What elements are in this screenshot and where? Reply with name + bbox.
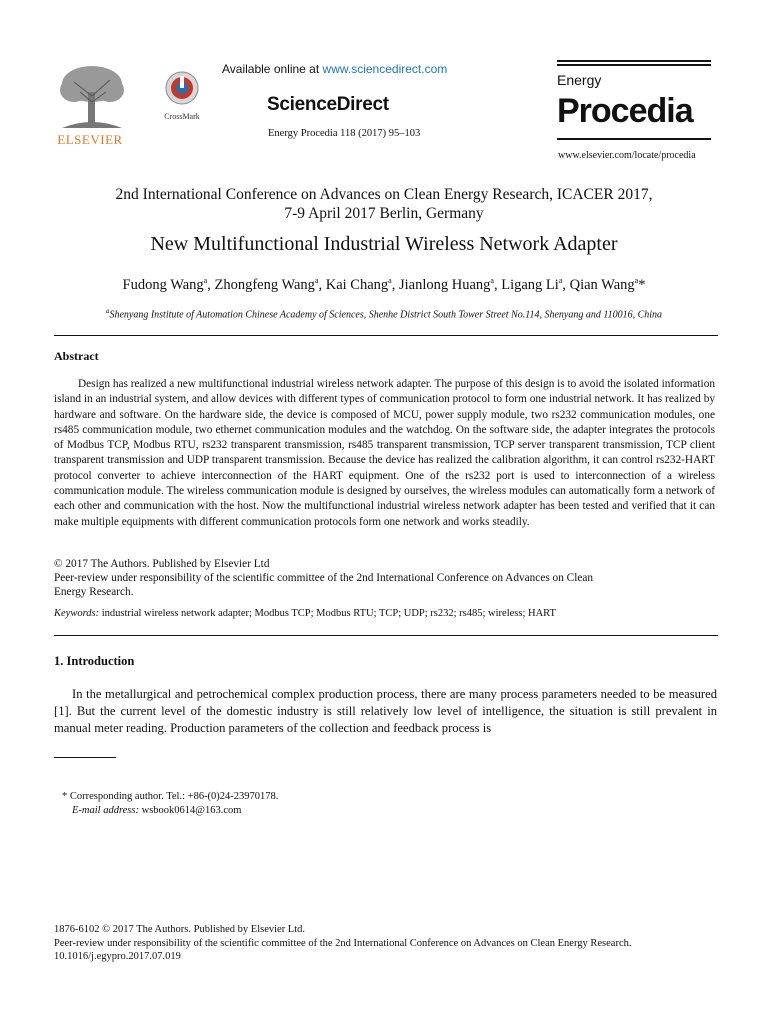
- author-affiliation-marker: a: [634, 276, 639, 285]
- author-list: [0, 276, 768, 294]
- energy-procedia-logo: [557, 60, 711, 142]
- sciencedirect-link[interactable]: www.sciencedirect.com: [322, 62, 448, 76]
- journal-top-word: Energy: [557, 72, 602, 88]
- keywords-label: Keywords:: [54, 608, 100, 619]
- elsevier-wordmark: ELSEVIER: [57, 132, 123, 147]
- affiliation-marker: a: [105, 307, 110, 315]
- copyright-block: [54, 557, 715, 599]
- affiliation-text: Shenyang Institute of Automation Chinese Academy of Sciences, Shenhe District South Tower Street No.114, Shenyang and 110016, China: [109, 309, 663, 321]
- email-address[interactable]: wsbook0614@163.com: [138, 805, 242, 816]
- footnote-rule: [54, 757, 116, 758]
- available-prefix: Available online at: [222, 62, 323, 76]
- author-name: Zhongfeng Wang: [214, 276, 315, 293]
- author-affiliation-marker: a: [558, 276, 563, 285]
- author-name: Qian Wang: [569, 276, 635, 293]
- author-separator: ,: [207, 276, 215, 293]
- section-heading: 1. Introduction: [54, 654, 135, 668]
- crossmark-label: CrossMark: [164, 112, 200, 121]
- journal-reference: Energy Procedia 118 (2017) 95–103: [268, 128, 421, 139]
- conference-line-2: 7-9 April 2017 Berlin, Germany: [284, 205, 484, 222]
- corresponding-author-note: * Corresponding author. Tel.: +86-(0)24-23970178.: [62, 791, 279, 802]
- author-name: Kai Chang: [325, 276, 389, 293]
- crossmark-icon: [162, 70, 202, 106]
- copyright-line-2: Peer-review under responsibility of the scientific committee of the 2nd International Conference on Advances on Clean: [54, 572, 594, 584]
- copyright-line-1: © 2017 The Authors. Published by Elsevier Ltd: [54, 558, 270, 570]
- peer-review-line: Peer-review under responsibility of the scientific committee of the 2nd International Conference on Advances on Clean Energy Research.: [54, 937, 632, 949]
- author-affiliation-marker: a: [203, 276, 208, 285]
- author-separator: *: [638, 276, 646, 293]
- conference-line-1: 2nd International Conference on Advances on Clean Energy Research, ICACER 2017,: [115, 186, 653, 203]
- author-affiliation-marker: a: [388, 276, 392, 285]
- availability-line: [222, 62, 447, 76]
- author-affiliation-marker: a: [314, 276, 319, 285]
- intro-paragraph: In the metallurgical and petrochemical complex production process, there are many process parameters needed to be measured [1]. But the current level of the domestic industry is still relatively low level of intelligence, the situation is still prevalent in manual meter reading. Production parameters of the collection and feedback process is: [54, 687, 717, 735]
- abstract-heading: Abstract: [54, 349, 99, 363]
- author-name: Ligang Li: [501, 276, 559, 293]
- author-separator: ,: [391, 276, 399, 293]
- divider: [54, 335, 718, 336]
- paper-title: New Multifunctional Industrial Wireless Network Adapter: [150, 233, 618, 255]
- journal-homepage-link[interactable]: www.elsevier.com/locate/procedia: [558, 150, 696, 161]
- doi-line[interactable]: 10.1016/j.egypro.2017.07.019: [54, 951, 181, 962]
- author-affiliation-marker: a: [490, 276, 494, 285]
- email-note: [72, 805, 241, 816]
- journal-name: Procedia: [557, 92, 693, 130]
- sciencedirect-title: ScienceDirect: [267, 94, 389, 115]
- divider: [54, 635, 718, 636]
- affiliation: [0, 307, 768, 320]
- conference-info: [0, 185, 768, 223]
- crossmark-badge[interactable]: [160, 70, 204, 121]
- issn-line: 1876-6102 © 2017 The Authors. Published by Elsevier Ltd.: [54, 924, 306, 935]
- author-separator: ,: [493, 276, 502, 293]
- keywords-list: industrial wireless network adapter; Modbus TCP; Modbus RTU; TCP; UDP; rs232; rs485; wireless; HART: [99, 608, 556, 619]
- keywords: [54, 608, 715, 619]
- author-separator: ,: [318, 276, 326, 293]
- abstract-text: Design has realized a new multifunctional industrial wireless network adapter. The purpose of this design is to avoid the isolated information island in an industrial system, and allow devices with different types of communication protocol to form one industrial network. It has realized by hardware and software. On the hardware side, the device is composed of MCU, power supply module, two rs232 communication modules, one rs485 communication module, two ethernet communication modules and the watchdog. On the software side, the adapter integrates the protocols of Modbus TCP, Modbus RTU, rs232 transparent transmission, rs485 transparent transmission, TCP server transparent transmission, TCP client transparent transmission and UDP transparent transmission. Because the device has realized the calibration algorithm, it can control rs232-HART protocol converter to achieve interconnection of the HART equipment. One of the rs232 port is used to interconnection of a wireless communication module. The wireless communication module is designed by ourselves, the wireless modules can automatically form a network of each other and communication with the host. Now the multifunctional industrial wireless network adapter has been tested and verified that it can make multiple equipments with different communication protocols form one network and works steadily.: [54, 378, 715, 528]
- author-separator: ,: [562, 276, 570, 293]
- email-label: E-mail address:: [72, 805, 139, 816]
- author-name: Jianlong Huang: [398, 276, 491, 293]
- author-name: Fudong Wang: [122, 276, 204, 293]
- page-footer: [54, 923, 632, 964]
- copyright-line-3: Energy Research.: [54, 586, 134, 598]
